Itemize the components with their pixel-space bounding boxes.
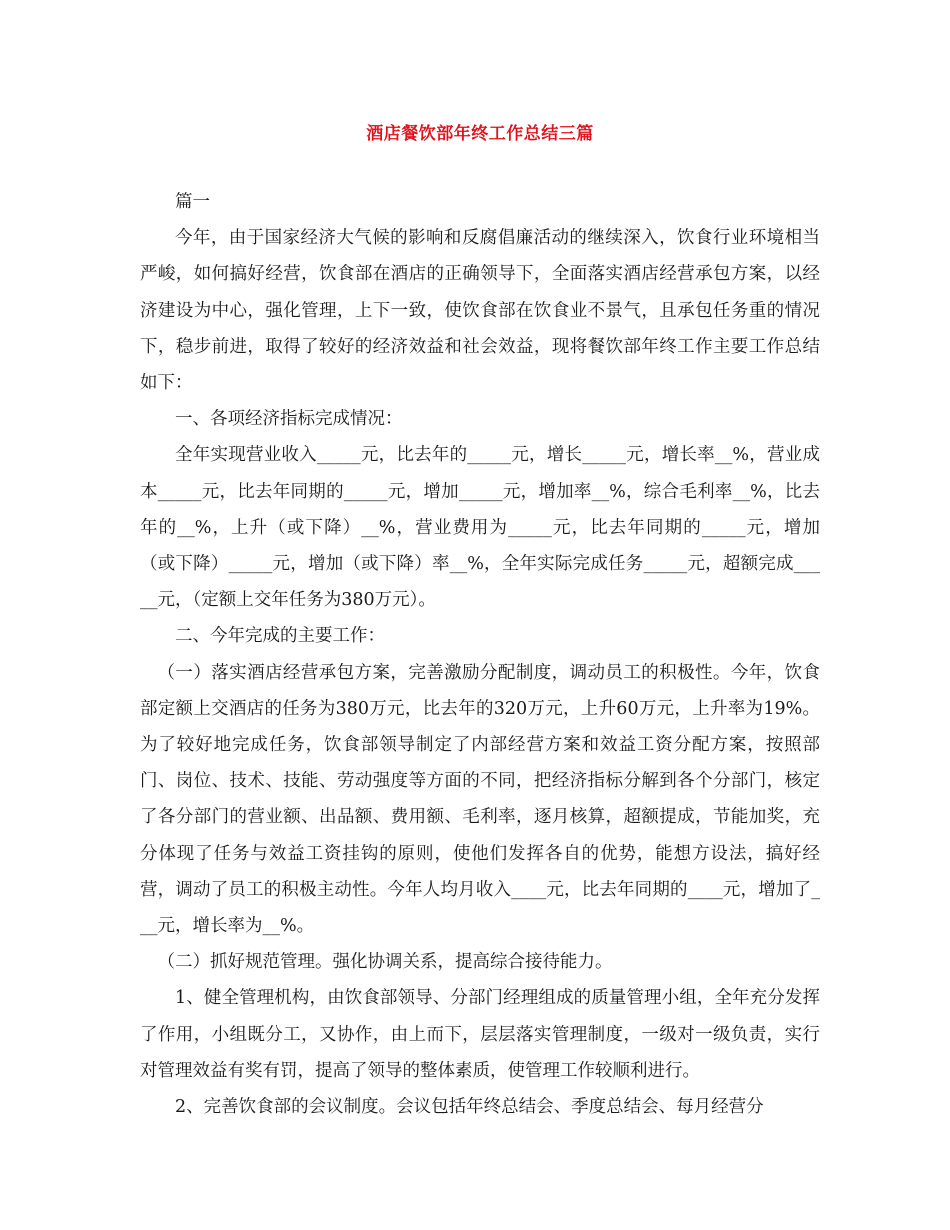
paragraph: 2、完善饮食部的会议制度。会议包括年终总结会、季度总结会、每月经营分 [175, 1097, 764, 1118]
paragraph: （一）落实酒店经营承包方案，完善激励分配制度，调动员工的积极性。今年，饮食部定额上交酒店的任务为380万元，比去年的320万元，上升60万元，上升率为19%。为了较好地完成任务，饮食部领导制定了内部经营方案和效益工资分配方案，按照部门、岗位、技术、技能、劳动强度等方面的不同，把经济指标分解到各个分部门，核定了各分部门的营业额、出品额、费用额、毛利率，逐月核算，超额提成，节能加奖，充分体现了任务与效益工资挂钩的原则，使他们发挥各自的优势，能想方设法，搞好经营，调动了员工的积极主动性。今年人均月收入____元，比去年同期的____元，增加了___元，增长率为__%。 [140, 662, 820, 937]
document-body [140, 184, 820, 1125]
paragraph: 全年实现营业收入_____元，比去年的_____元，增长_____元，增长率__%，营业成本_____元，比去年同期的_____元，增加_____元，增加率__%，综合毛利率__%，比去年的__%，上升（或下降）__%，营业费用为_____元，比去年同期的_____元，增加（或下降）_____元，增加（或下降）率__%，全年实际完成任务_____元，超额完成_____元，（定额上交年任务为380万元）。 [140, 445, 820, 611]
paragraph: 1、健全管理机构，由饮食部领导、分部门经理组成的质量管理小组，全年充分发挥了作用，小组既分工，又协作，由上而下，层层落实管理制度，一级对一级负责，实行对管理效益有奖有罚，提高了领导的整体素质，使管理工作较顺利进行。 [140, 988, 820, 1081]
paragraph: （二）抓好规范管理。强化协调关系，提高综合接待能力。 [157, 952, 613, 973]
paragraph: 一、各项经济指标完成情况： [175, 409, 403, 430]
paragraph: 今年，由于国家经济大气候的影响和反腐倡廉活动的继续深入，饮食行业环境相当严峻，如何搞好经营，饮食部在酒店的正确领导下，全面落实酒店经营承包方案，以经济建设为中心，强化管理，上下一致，使饮食部在饮食业不景气，且承包任务重的情况下，稳步前进，取得了较好的经济效益和社会效益，现将餐饮部年终工作主要工作总结如下： [140, 228, 820, 394]
document-title: 酒店餐饮部年终工作总结三篇 [366, 124, 594, 144]
paragraph: 篇一 [175, 192, 210, 212]
paragraph: 二、今年完成的主要工作： [175, 626, 385, 647]
